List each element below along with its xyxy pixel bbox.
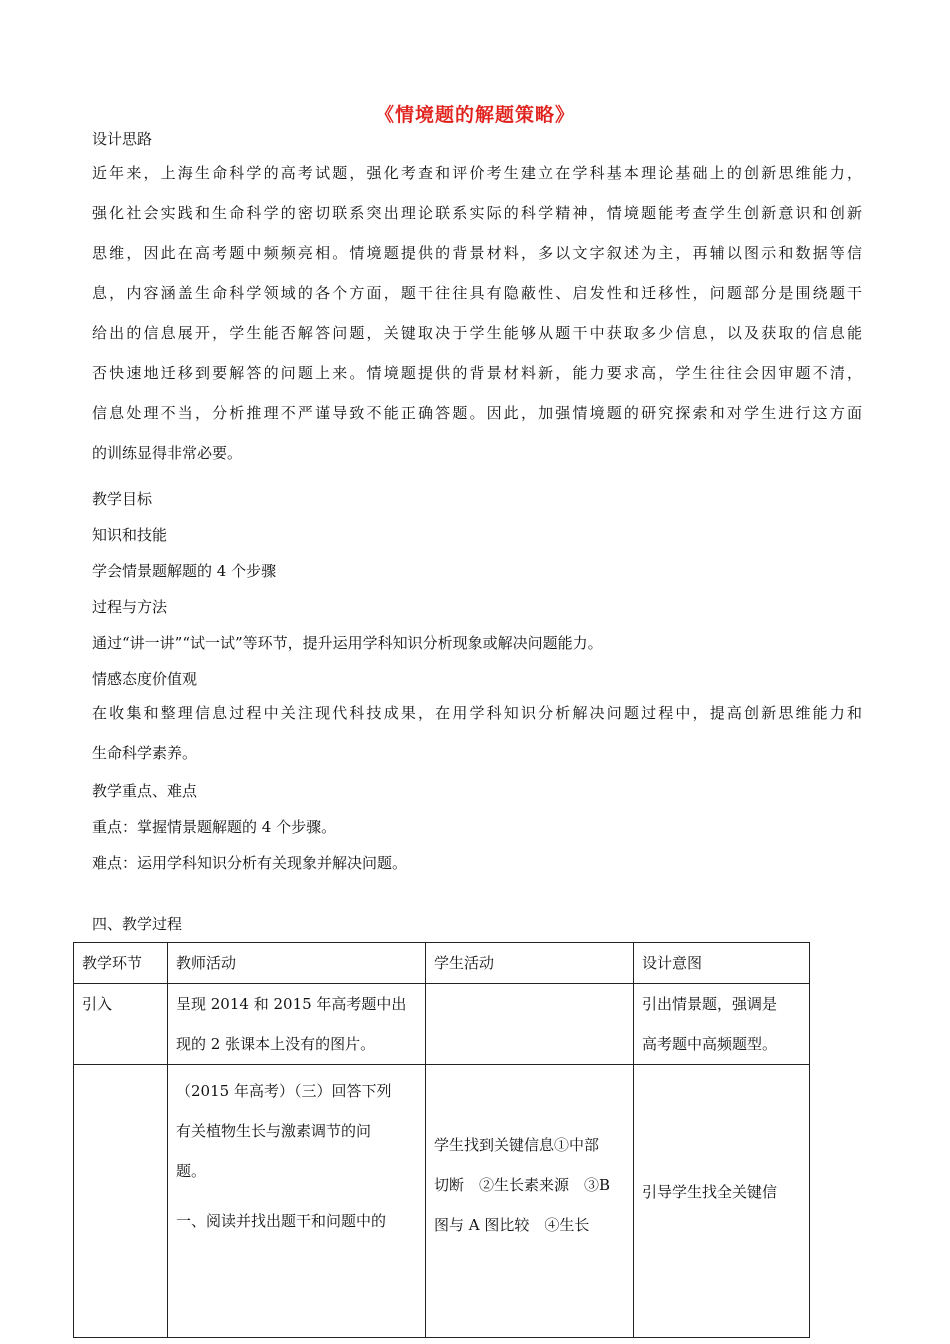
student-cell [426,984,634,1065]
intent-line: 引出情景题，强调是 [642,995,778,1013]
teacher-line: 一、阅读并找出题干和问题中的 [176,1212,387,1230]
key-points-heading: 教学重点、难点 [92,782,198,800]
process-heading: 过程与方法 [92,598,168,616]
student-line: 图与 A 图比较 ④生长 [434,1216,590,1234]
design-line: 否快速地迁移到要解答的问题上来。情境题提供的背景材料新，能力要求高，学生往往会因审题不清， [92,364,862,382]
student-line: 学生找到关键信息①中部 [434,1136,600,1154]
column-header: 设计意图 [634,943,810,984]
design-line: 近年来，上海生命科学的高考试题，强化考查和评价考生建立在学科基本理论基础上的创新思维能力， [92,164,862,182]
teacher-line: 呈现 2014 和 2015 年高考题中出 [176,995,407,1013]
table-header-row [74,943,810,984]
design-line: 强化社会实践和生命科学的密切联系突出理论联系实际的科学精神，情境题能考查学生创新意识和创新 [92,204,862,222]
design-paragraph [92,153,862,473]
emotion-paragraph [92,693,862,773]
document-title: 《情境题的解题策略》 [374,104,575,126]
column-header: 教学环节 [74,943,168,984]
design-line: 的训练显得非常必要。 [92,444,243,462]
process-section-heading: 四、教学过程 [92,915,183,933]
process-text: 通过“讲一讲”“试一试”等环节，提升运用学科知识分析现象或解决问题能力。 [92,634,603,652]
design-heading: 设计思路 [92,130,153,148]
teacher-cell [168,1065,426,1338]
student-cell [426,1065,634,1338]
teacher-cell [168,984,426,1065]
intent-cell [634,1065,810,1338]
column-header: 学生活动 [426,943,634,984]
intent-cell [634,984,810,1065]
emotion-line: 在收集和整理信息过程中关注现代科技成果，在用学科知识分析解决问题过程中，提高创新思维能力和 [92,704,862,722]
teacher-line: 有关植物生长与激素调节的问 [176,1122,372,1140]
teaching-process-table [73,942,810,1338]
difficulty-text: 难点：运用学科知识分析有关现象并解决问题。 [92,854,408,872]
table-row [74,1065,810,1338]
intent-line: 高考题中高频题型。 [642,1035,778,1053]
design-line: 信息处理不当，分析推理不严谨导致不能正确答题。因此，加强情境题的研究探索和对学生进行这方面 [92,404,862,422]
teacher-line: 现的 2 张课本上没有的图片。 [176,1035,376,1053]
column-header: 教师活动 [168,943,426,984]
teacher-line: （2015 年高考）（三）回答下列 [176,1082,392,1100]
knowledge-text: 学会情景题解题的 4 个步骤 [92,562,277,580]
stage-cell: 引入 [74,984,168,1065]
emotion-line: 生命科学素养。 [92,744,198,762]
key-point-text: 重点：掌握情景题解题的 4 个步骤。 [92,818,337,836]
teacher-line: 题。 [176,1162,207,1180]
design-line: 息，内容涵盖生命科学领域的各个方面，题干往往具有隐蔽性、启发性和迁移性，问题部分是围绕题干 [92,284,862,302]
design-line: 给出的信息展开，学生能否解答问题，关键取决于学生能够从题干中获取多少信息，以及获取的信息能 [92,324,862,342]
table-row [74,984,810,1065]
design-line: 思维，因此在高考题中频频亮相。情境题提供的背景材料，多以文字叙述为主，再辅以图示和数据等信 [92,244,862,262]
stage-cell [74,1065,168,1338]
student-line: 切断 ②生长素来源 ③B [434,1176,611,1194]
intent-line: 引导学生找全关键信 [642,1183,778,1201]
goals-heading: 教学目标 [92,490,153,508]
knowledge-heading: 知识和技能 [92,526,168,544]
emotion-heading: 情感态度价值观 [92,670,198,688]
